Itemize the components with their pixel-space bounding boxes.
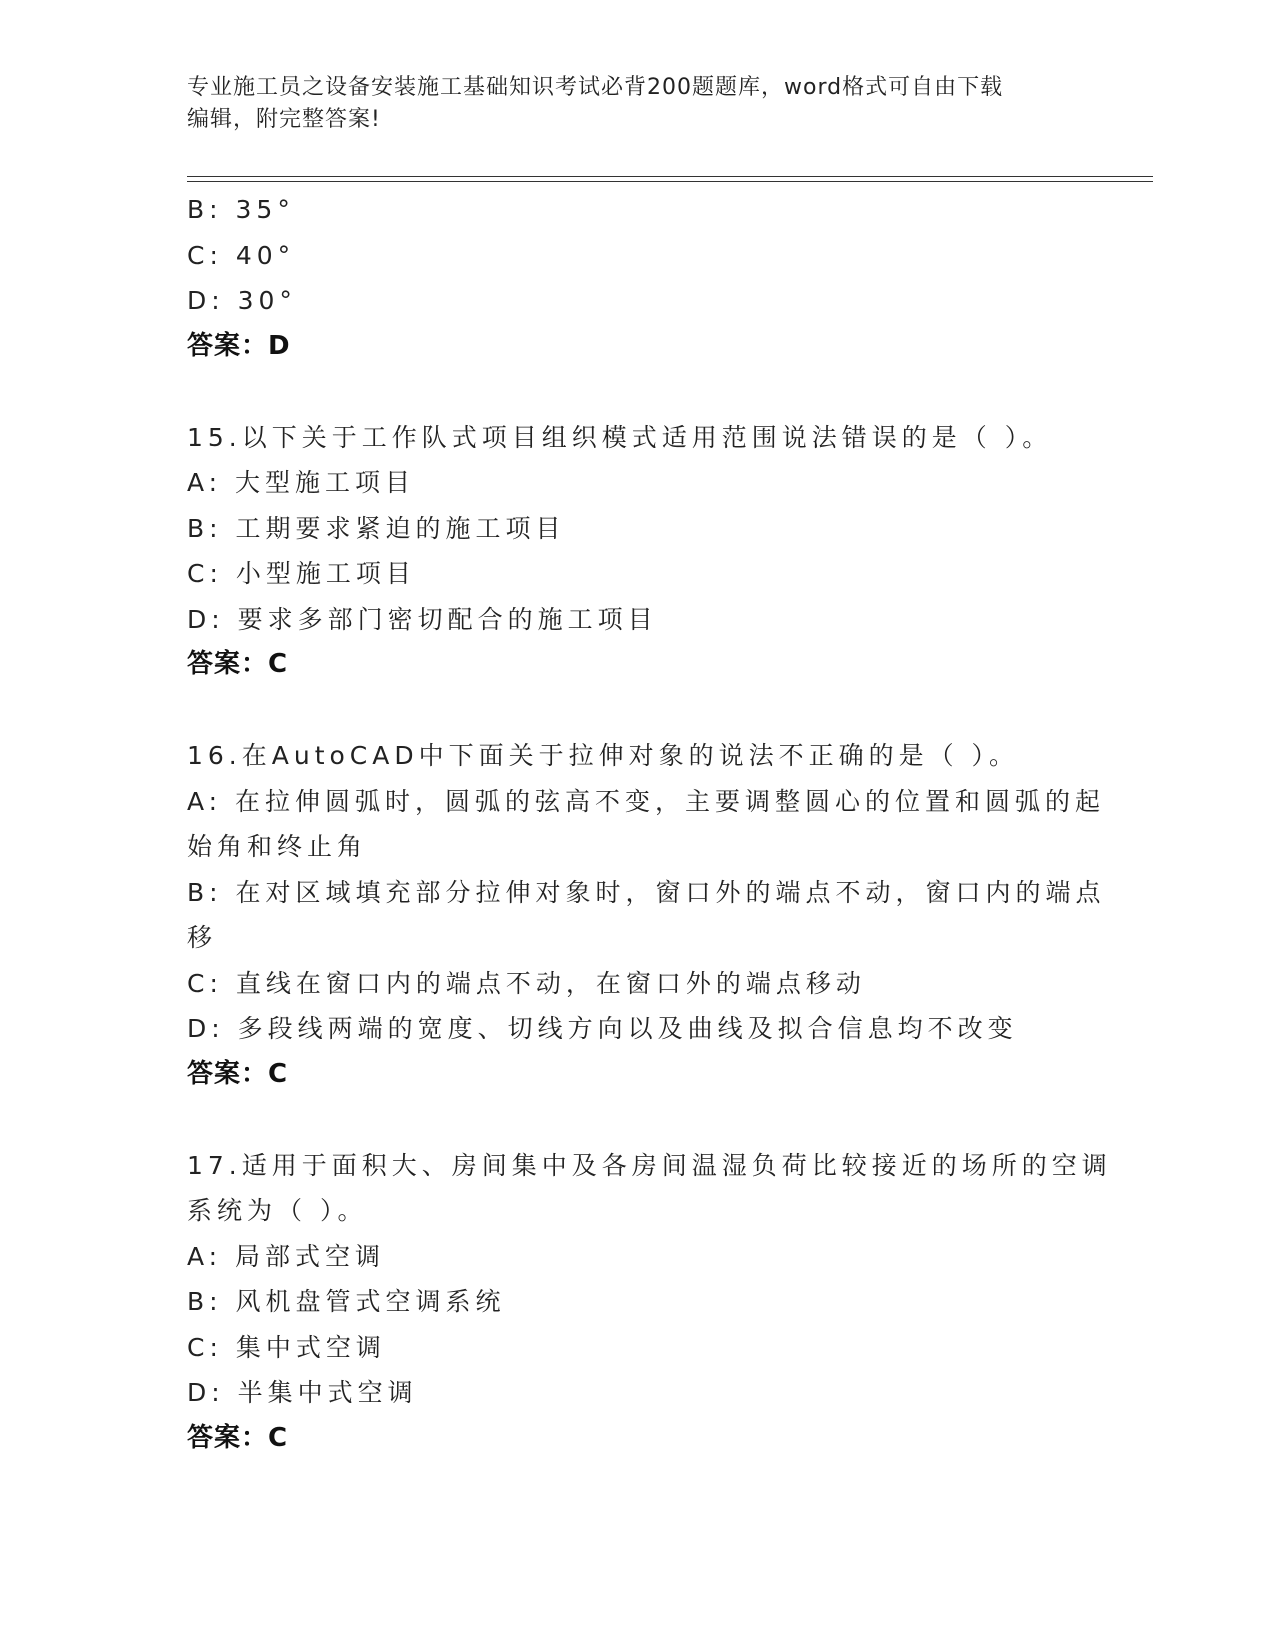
answer-text: 答案：C [187, 1058, 289, 1089]
question-17 [187, 1143, 1112, 1462]
option-b-line-2: 移 [187, 923, 218, 952]
document-header [187, 72, 1087, 136]
answer-text: 答案：D [187, 330, 291, 361]
question-16 [187, 733, 1106, 1097]
option-a-line-2: 始角和终止角 [187, 832, 368, 861]
option-a-line-1: A: 在拉伸圆弧时，圆弧的弦高不变，主要调整圆心的位置和圆弧的起 [187, 786, 1106, 816]
question-list [187, 187, 1112, 1461]
answer-text: 答案：C [187, 1422, 289, 1453]
question-15 [187, 415, 1087, 688]
option-c: C: 40° [187, 240, 296, 270]
spacer [187, 1097, 1087, 1143]
option-a: A: 大型施工项目 [187, 468, 416, 497]
option-b: B: 风机盘管式空调系统 [187, 1287, 506, 1316]
question-stem-line-1: 17.适用于面积大、房间集中及各房间温湿负荷比较接近的场所的空调 [187, 1150, 1112, 1180]
option-d: D: 半集中式空调 [187, 1378, 418, 1407]
answer-text: 答案：C [187, 649, 289, 679]
option-b-line-1: B: 在对区域填充部分拉伸对象时，窗口外的端点不动，窗口内的端点 [187, 877, 1106, 907]
question-14-tail [187, 187, 1087, 369]
option-c: C: 集中式空调 [187, 1332, 386, 1362]
option-b: B: 35° [187, 195, 295, 224]
header-title-line-1: 专业施工员之设备安装施工基础知识考试必背200题题库，word格式可自由下载 [187, 75, 1004, 100]
spacer [187, 688, 1087, 734]
question-stem-line-2: 系统为（ ）。 [187, 1196, 368, 1225]
question-stem: 15.以下关于工作队式项目组织模式适用范围说法错误的是（ ）。 [187, 422, 1053, 452]
option-d: D: 30° [187, 286, 297, 315]
option-c: C: 小型施工项目 [187, 559, 416, 588]
header-divider-bottom [187, 181, 1153, 182]
option-b: B: 工期要求紧迫的施工项目 [187, 513, 566, 543]
option-d: D: 多段线两端的宽度、切线方向以及曲线及拟合信息均不改变 [187, 1014, 1018, 1043]
option-d: D: 要求多部门密切配合的施工项目 [187, 604, 658, 634]
option-c: C: 直线在窗口内的端点不动，在窗口外的端点移动 [187, 968, 866, 998]
spacer [187, 369, 1087, 415]
header-divider-top [187, 176, 1153, 177]
option-a: A: 局部式空调 [187, 1241, 386, 1271]
header-title-line-2: 编辑，附完整答案! [187, 107, 381, 132]
question-stem: 16.在AutoCAD中下面关于拉伸对象的说法不正确的是（ ）。 [187, 741, 1020, 770]
